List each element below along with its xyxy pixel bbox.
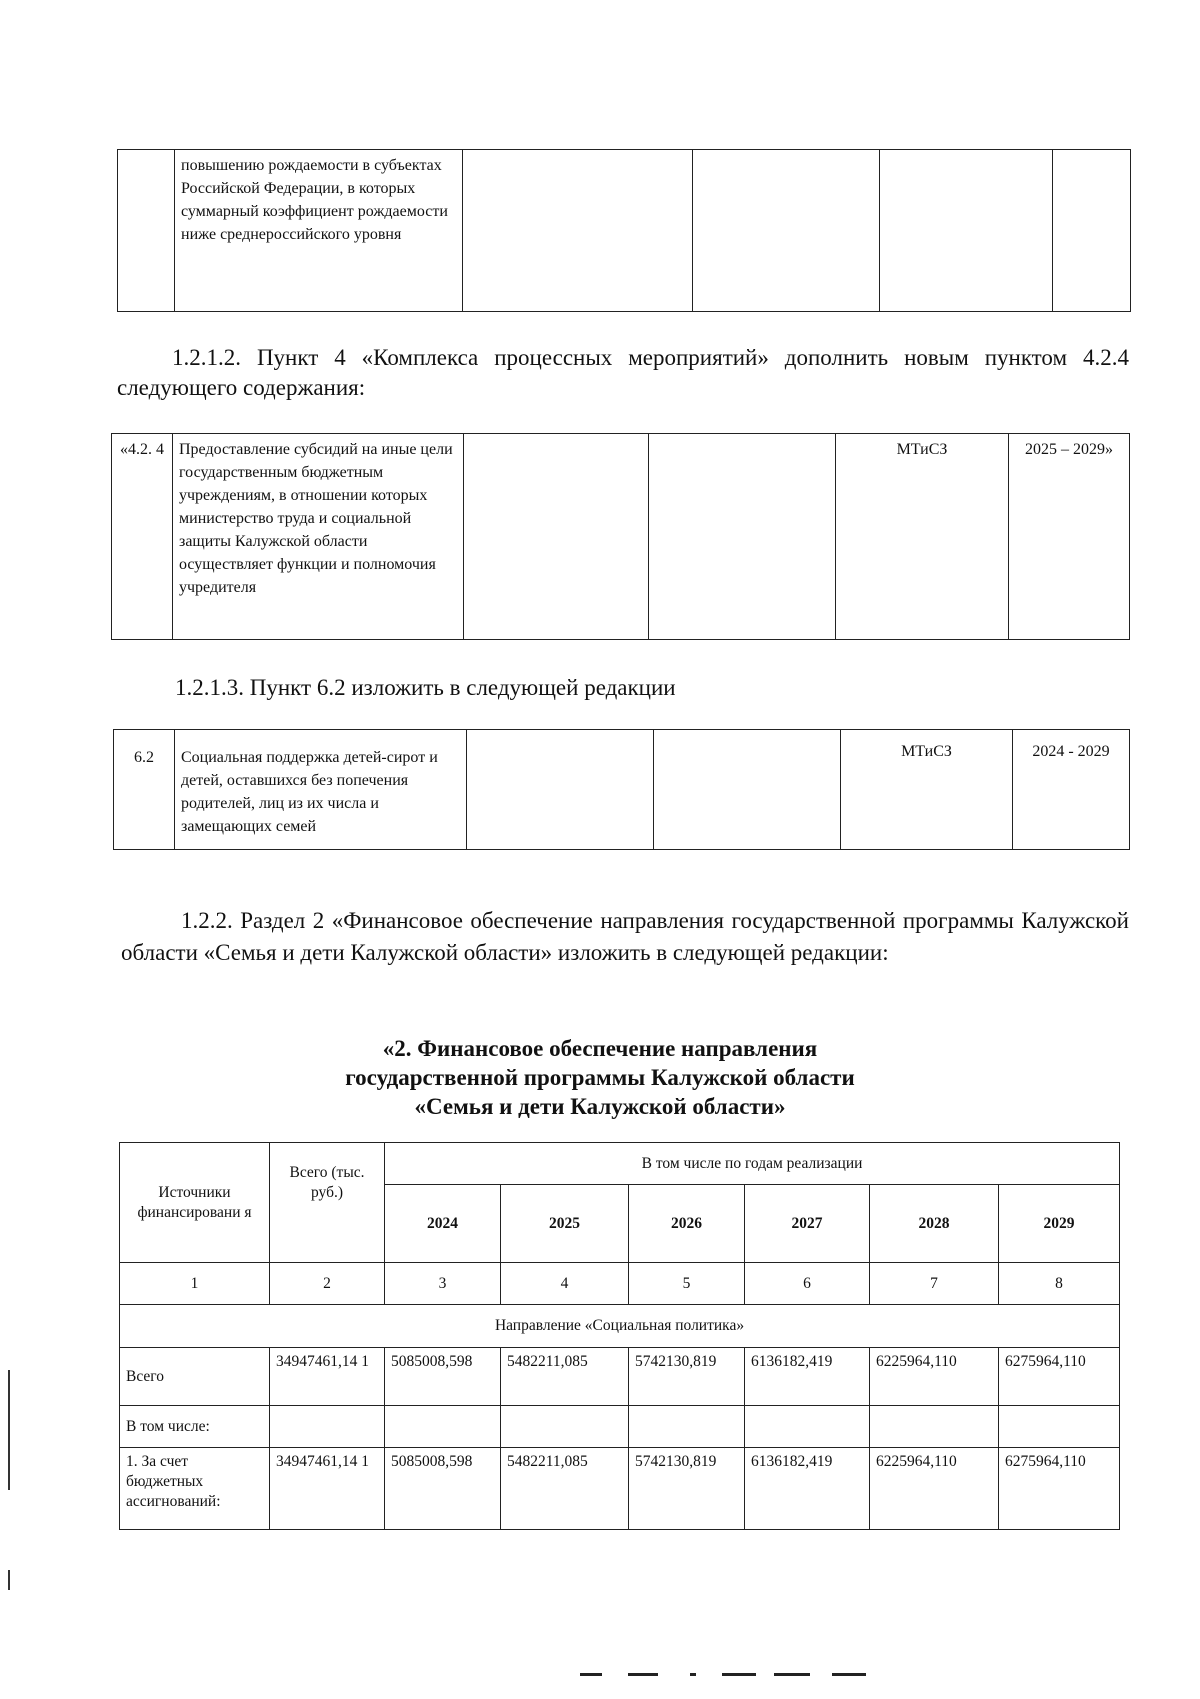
- paragraph-1-2-2: 1.2.2. Раздел 2 «Финансовое обеспечение направления государственной программы Калужской области «Семья и дети Калужской области» изложить в следующей редакции:: [121, 908, 1129, 965]
- year-value: [385, 1406, 501, 1448]
- empty-cell: [467, 730, 654, 850]
- table-row: [120, 1406, 1120, 1448]
- section-title: Направление «Социальная политика»: [120, 1305, 1120, 1348]
- paragraph-1-2-1-3: 1.2.1.3. Пункт 6.2 изложить в следующей редакции: [175, 675, 676, 700]
- row-total: 34947461,14 1: [270, 1348, 385, 1406]
- year-header-2025: 2025: [501, 1185, 629, 1263]
- year-value: 5085008,598: [385, 1448, 501, 1530]
- table-row: [114, 730, 1130, 850]
- activity-text-cell: Социальная поддержка детей-сирот и детей, оставшихся без попечения родителей, лиц из их числа и замещающих семей: [175, 730, 467, 850]
- empty-cell: [1053, 150, 1131, 312]
- year-value: 6136182,419: [745, 1448, 870, 1530]
- heading-line: государственной программы Калужской области: [345, 1065, 855, 1090]
- year-value: [999, 1406, 1120, 1448]
- scan-margin-mark: [8, 1370, 10, 1490]
- col-header-source: Источники финансировани я: [120, 1143, 270, 1263]
- row-label: Всего: [120, 1348, 270, 1406]
- column-number-row: [120, 1263, 1120, 1305]
- activity-text-cell: повышению рождаемости в субъектах Российской Федерации, в которых суммарный коэффициент рождаемости ниже среднероссийского уровня: [175, 150, 463, 312]
- table-header-row: [120, 1143, 1120, 1185]
- financing-table: [119, 1142, 1120, 1530]
- scan-margin-mark: [8, 1570, 10, 1590]
- year-header-2024: 2024: [385, 1185, 501, 1263]
- year-value: 5482211,085: [501, 1348, 629, 1406]
- year-value: 6225964,110: [870, 1348, 999, 1406]
- year-header-2029: 2029: [999, 1185, 1120, 1263]
- row-label: В том числе:: [120, 1406, 270, 1448]
- year-value: 5742130,819: [629, 1448, 745, 1530]
- col-number: 5: [629, 1263, 745, 1305]
- activity-text-cell: Предоставление субсидий на иные цели государственным бюджетным учреждениям, в отношении которых министерство труда и социальной защиты Калужской области осуществляет функции и полномочия учредителя: [173, 434, 464, 640]
- empty-cell: [654, 730, 841, 850]
- row-number-cell: «4.2. 4: [112, 434, 173, 640]
- empty-cell: [649, 434, 836, 640]
- col-header-years-group: В том числе по годам реализации: [385, 1143, 1120, 1185]
- year-value: 6275964,110: [999, 1448, 1120, 1530]
- year-value: [629, 1406, 745, 1448]
- executor-cell: МТиСЗ: [841, 730, 1013, 850]
- footer-scan-marks: [832, 1673, 866, 1676]
- empty-cell: [880, 150, 1053, 312]
- col-number: 2: [270, 1263, 385, 1305]
- year-value: [501, 1406, 629, 1448]
- year-value: 5482211,085: [501, 1448, 629, 1530]
- row-label: 1. За счет бюджетных ассигнований:: [120, 1448, 270, 1530]
- year-value: 6275964,110: [999, 1348, 1120, 1406]
- table-row: [112, 434, 1130, 640]
- year-value: 5085008,598: [385, 1348, 501, 1406]
- footer-scan-marks: [690, 1673, 696, 1676]
- year-value: [745, 1406, 870, 1448]
- col-number: 4: [501, 1263, 629, 1305]
- col-header-total: Всего (тыс. руб.): [270, 1143, 385, 1263]
- year-header-2028: 2028: [870, 1185, 999, 1263]
- empty-cell: [464, 434, 649, 640]
- heading-line: «2. Финансовое обеспечение направления: [382, 1036, 818, 1061]
- table-row: [120, 1348, 1120, 1406]
- col-number: 8: [999, 1263, 1120, 1305]
- footer-scan-marks: [628, 1673, 658, 1676]
- year-value: 6136182,419: [745, 1348, 870, 1406]
- footer-scan-marks: [722, 1673, 756, 1676]
- year-value: 5742130,819: [629, 1348, 745, 1406]
- empty-cell: [693, 150, 880, 312]
- paragraph-1-2-1-2: 1.2.1.2. Пункт 4 «Комплекса процессных мероприятий» дополнить новым пунктом 4.2.4 следующего содержания:: [117, 345, 1129, 400]
- table-item-4-2-4: [111, 433, 1130, 640]
- period-cell: 2025 – 2029»: [1009, 434, 1130, 640]
- row-number-cell: [118, 150, 175, 312]
- year-value: [870, 1406, 999, 1448]
- row-total: [270, 1406, 385, 1448]
- table-item-6-2: [113, 729, 1130, 850]
- year-header-2026: 2026: [629, 1185, 745, 1263]
- period-cell: 2024 - 2029: [1013, 730, 1130, 850]
- footer-scan-marks: [774, 1673, 810, 1676]
- executor-cell: МТиСЗ: [836, 434, 1009, 640]
- table-row: [118, 150, 1131, 312]
- row-number-cell: 6.2: [114, 730, 175, 850]
- empty-cell: [463, 150, 693, 312]
- col-number: 7: [870, 1263, 999, 1305]
- heading-line: «Семья и дети Калужской области»: [414, 1094, 786, 1119]
- col-number: 3: [385, 1263, 501, 1305]
- section-row: [120, 1305, 1120, 1348]
- footer-scan-marks: [580, 1673, 602, 1676]
- year-value: 6225964,110: [870, 1448, 999, 1530]
- col-number: 1: [120, 1263, 270, 1305]
- table-continuation: [117, 149, 1131, 312]
- year-header-2027: 2027: [745, 1185, 870, 1263]
- row-total: 34947461,14 1: [270, 1448, 385, 1530]
- col-number: 6: [745, 1263, 870, 1305]
- table-row: [120, 1448, 1120, 1530]
- section-heading: [240, 1034, 960, 1121]
